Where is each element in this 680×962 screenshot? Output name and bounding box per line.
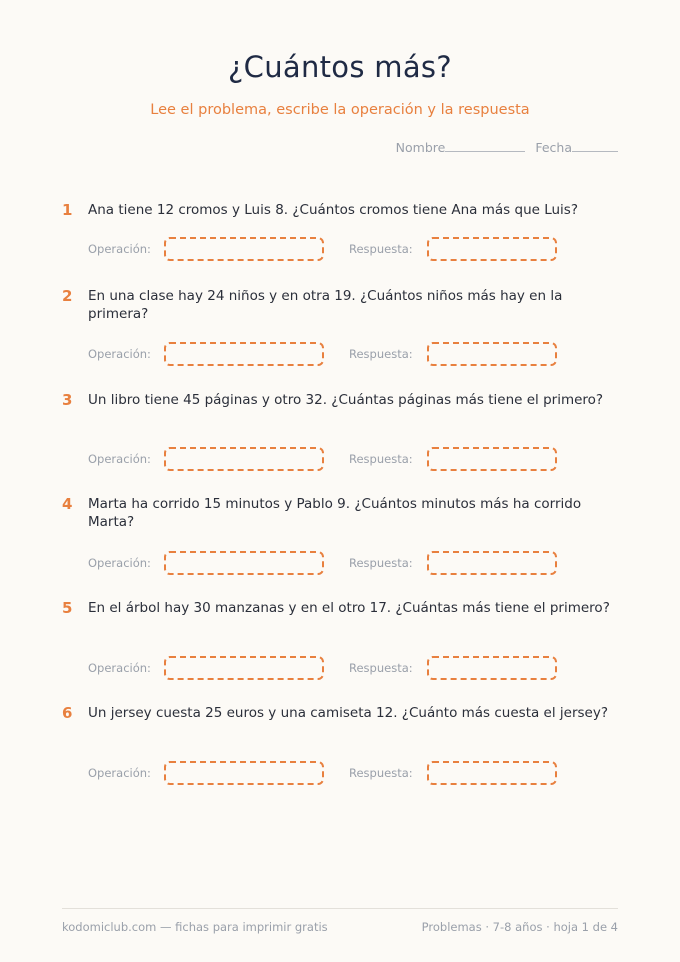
answer-label: Respuesta: — [349, 242, 413, 256]
answer-box[interactable] — [427, 656, 557, 680]
operation-box[interactable] — [164, 447, 324, 471]
answer-box[interactable] — [427, 761, 557, 785]
operation-box[interactable] — [164, 761, 324, 785]
problem-6 — [62, 704, 622, 780]
name-date-fields — [396, 139, 618, 155]
answer-row — [88, 549, 557, 577]
problem-text: En una clase hay 24 niños y en otra 19. ¿Cuántos niños más hay en la primera? — [88, 288, 563, 322]
problem-5 — [62, 599, 622, 675]
answer-box[interactable] — [427, 551, 557, 575]
answer-label: Respuesta: — [349, 347, 413, 361]
answer-row — [88, 445, 557, 473]
problem-1 — [62, 201, 622, 256]
answer-box[interactable] — [427, 447, 557, 471]
operation-box[interactable] — [164, 342, 324, 366]
operation-label: Operación: — [88, 661, 151, 675]
problem-3 — [62, 391, 622, 466]
answer-row — [88, 654, 557, 682]
answer-row — [88, 235, 557, 263]
operation-label: Operación: — [88, 452, 151, 466]
problem-number: 3 — [62, 391, 73, 409]
problem-number: 1 — [62, 201, 73, 219]
name-label: Nombre — [395, 140, 446, 155]
problem-text: Un jersey cuesta 25 euros y una camiseta 12. ¿Cuánto más cuesta el jersey? — [88, 705, 609, 721]
problem-text: Un libro tiene 45 páginas y otro 32. ¿Cuántas páginas más tiene el primero? — [88, 392, 604, 408]
problem-number: 4 — [62, 495, 73, 513]
operation-label: Operación: — [88, 556, 151, 570]
page-title: ¿Cuántos más? — [227, 50, 453, 84]
problem-number: 2 — [62, 287, 73, 305]
footer-sheet-info: Problemas · 7-8 años · hoja 1 de 4 — [421, 920, 618, 934]
operation-label: Operación: — [88, 347, 151, 361]
answer-row — [88, 340, 557, 368]
problem-number: 5 — [62, 599, 73, 617]
problem-2 — [62, 287, 622, 361]
answer-box[interactable] — [427, 237, 557, 261]
date-field[interactable] — [535, 139, 618, 155]
operation-box[interactable] — [164, 656, 324, 680]
operation-label: Operación: — [88, 766, 151, 780]
date-line — [572, 139, 618, 152]
answer-label: Respuesta: — [349, 556, 413, 570]
operation-box[interactable] — [164, 551, 324, 575]
footer-divider — [62, 908, 618, 909]
page-subtitle: Lee el problema, escribe la operación y la respuesta — [150, 102, 530, 118]
date-label: Fecha — [535, 140, 572, 155]
answer-label: Respuesta: — [349, 661, 413, 675]
answer-label: Respuesta: — [349, 452, 413, 466]
answer-label: Respuesta: — [349, 766, 413, 780]
problem-number: 6 — [62, 704, 73, 722]
problem-text: Ana tiene 12 cromos y Luis 8. ¿Cuántos cromos tiene Ana más que Luis? — [88, 202, 579, 218]
name-field[interactable] — [396, 139, 526, 155]
operation-box[interactable] — [164, 237, 324, 261]
problem-text: En el árbol hay 30 manzanas y en el otro 17. ¿Cuántas más tiene el primero? — [88, 600, 610, 616]
operation-label: Operación: — [88, 242, 151, 256]
answer-row — [88, 759, 557, 787]
problem-4 — [62, 495, 622, 570]
footer-site: kodomiclub.com — fichas para imprimir gratis — [62, 920, 328, 934]
problem-text: Marta ha corrido 15 minutos y Pablo 9. ¿Cuántos minutos más ha corrido Marta? — [88, 496, 582, 530]
answer-box[interactable] — [427, 342, 557, 366]
name-line — [445, 139, 525, 152]
